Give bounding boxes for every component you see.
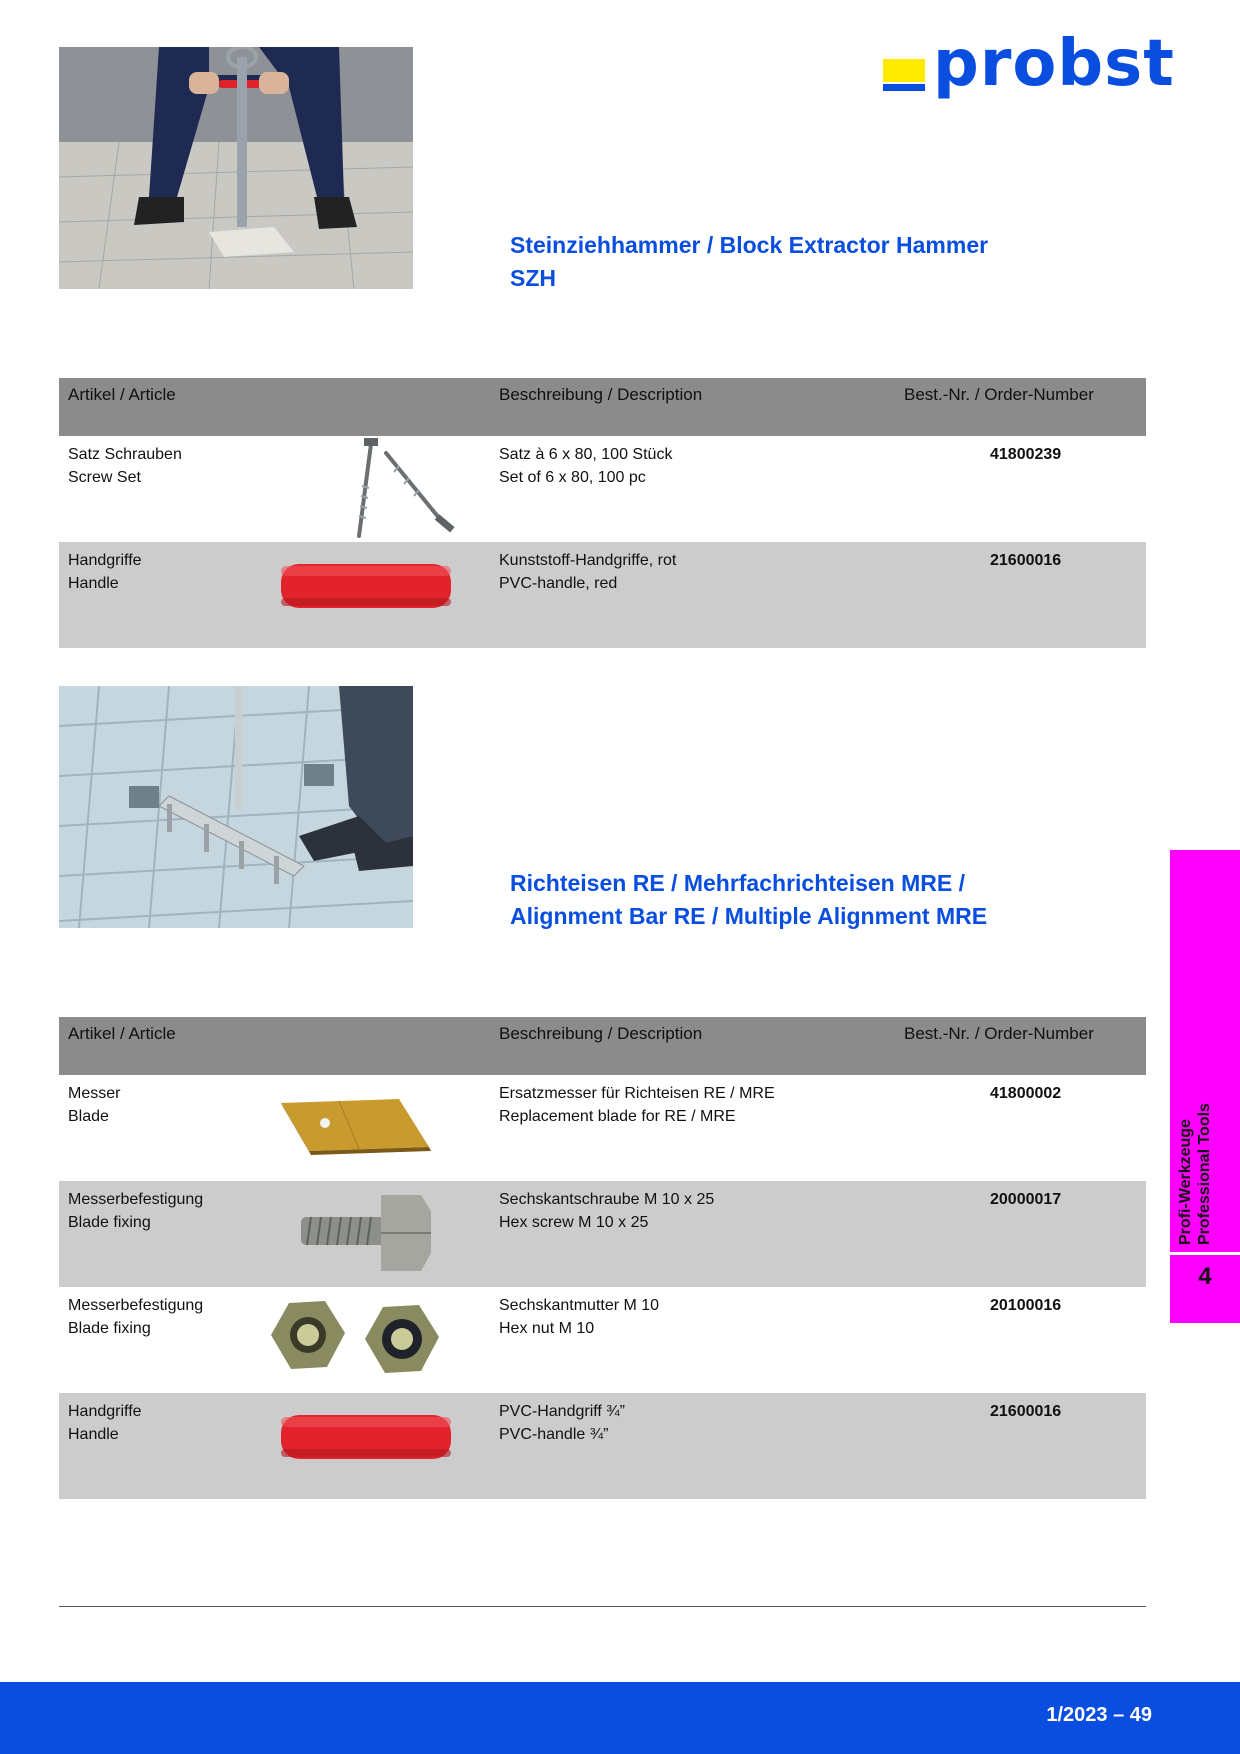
order-number-cell: 21600016	[895, 542, 1146, 648]
section2-table	[59, 1017, 1146, 1499]
description-cell: Sechskantschraube M 10 x 25 Hex screw M 10 x 25	[490, 1181, 895, 1287]
table-row	[59, 1075, 1146, 1181]
section2-title	[510, 867, 987, 933]
section1-title	[510, 229, 988, 295]
chapter-tab[interactable]: Profi-Werkzeuge Professional Tools 4	[1170, 850, 1240, 1323]
red-handle-icon	[259, 1393, 490, 1499]
description-cell: Sechskantmutter M 10 Hex nut M 10	[499, 1297, 660, 1337]
logo-mark	[883, 59, 925, 90]
order-number-cell: 20000017	[895, 1181, 1146, 1287]
header-article: Artikel / Article	[59, 378, 259, 436]
table-row	[59, 1181, 1146, 1287]
probst-logo	[883, 27, 1188, 112]
header-description: Beschreibung / Description	[490, 378, 895, 436]
header-order-number: Best.-Nr. / Order-Number	[895, 1017, 1146, 1075]
order-number-cell: 20100016	[990, 1297, 1062, 1314]
chapter-number: 4	[1198, 1263, 1212, 1290]
header-description: Beschreibung / Description	[490, 1017, 895, 1075]
table-row	[59, 542, 1146, 648]
red-handle-icon	[259, 542, 490, 648]
hex-nut-icon	[259, 1287, 490, 1393]
header-order-number: Best.-Nr. / Order-Number	[895, 378, 1146, 436]
order-number-cell: 41800002	[990, 1085, 1062, 1102]
description-cell: Kunststoff-Handgriffe, rot PVC-handle, red	[490, 542, 895, 648]
table-header	[59, 1017, 1146, 1075]
article-cell: Messerbefestigung Blade fixing	[68, 1297, 204, 1337]
order-number-cell: 41800239	[990, 446, 1062, 463]
table-row	[59, 1287, 1146, 1393]
article-cell: Satz Schrauben Screw Set	[68, 446, 182, 486]
article-cell: Messer Blade	[68, 1085, 121, 1125]
article-cell: Handgriffe Handle	[59, 1393, 259, 1499]
article-cell: Messerbefestigung Blade fixing	[59, 1181, 259, 1287]
chapter-tab-divider	[1170, 1252, 1240, 1255]
section1-table	[59, 378, 1146, 648]
logo-wordmark: probst	[933, 27, 1175, 101]
block-extractor-photo	[59, 47, 413, 289]
blade-icon	[259, 1075, 490, 1181]
footer-rule	[59, 1606, 1146, 1607]
footer-bar	[0, 1682, 1240, 1754]
screw-set-icon	[259, 436, 490, 542]
section2-title-line2: Alignment Bar RE / Multiple Alignment MRE	[510, 903, 988, 929]
page-number: 1/2023 – 49	[1046, 1704, 1152, 1726]
hex-screw-icon	[259, 1181, 490, 1287]
table-row	[59, 1393, 1146, 1499]
section1-title-line2: SZH	[510, 265, 556, 291]
article-cell: Handgriffe Handle	[59, 542, 259, 648]
alignment-bar-photo	[59, 686, 413, 928]
table-header	[59, 378, 1146, 436]
header-article: Artikel / Article	[59, 1017, 259, 1075]
section1-title-line1: Steinziehhammer / Block Extractor Hammer	[510, 232, 989, 258]
order-number-cell: 21600016	[895, 1393, 1146, 1499]
table-row	[59, 436, 1146, 542]
section2-title-line1: Richteisen RE / Mehrfachrichteisen MRE /	[510, 870, 966, 896]
description-cell: Satz à 6 x 80, 100 Stück Set of 6 x 80, 100 pc	[499, 446, 673, 486]
description-cell: Ersatzmesser für Richteisen RE / MRE Replacement blade for RE / MRE	[499, 1085, 775, 1125]
description-cell: PVC-Handgriff ¾” PVC-handle ¾”	[490, 1393, 895, 1499]
